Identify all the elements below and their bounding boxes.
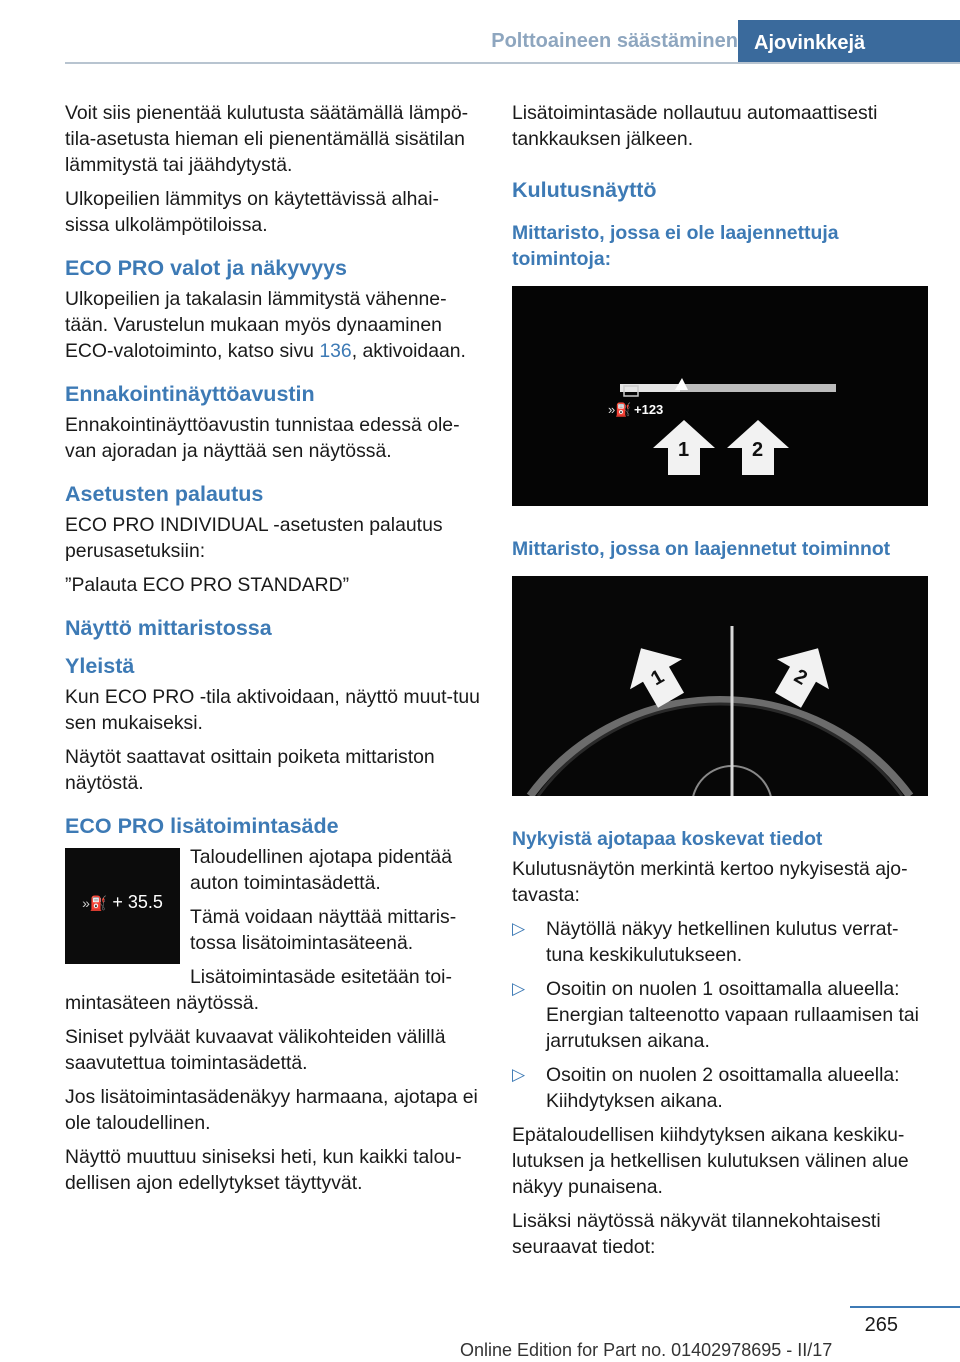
basic-cluster-graphic xyxy=(512,286,928,506)
heading-general: Yleistä xyxy=(65,654,135,678)
eco-bonus-value: + 35.5 xyxy=(112,892,163,912)
eco-bonus-range-image xyxy=(65,848,180,964)
paragraph: Lisätoimintasäde esitetään toi-mintasäteen näytössä. xyxy=(65,966,452,1014)
paragraph-eco-lights: Ulkopeilien ja takalasin lämmitystä vähenne-tään. Varustelun mukaan myös dynaaminen ECO-valotoiminto, katso sivu 136, aktivoidaan. xyxy=(65,288,466,362)
heading-eco-lights: ECO PRO valot ja näkyvyys xyxy=(65,256,348,280)
page-link[interactable]: 136 xyxy=(319,340,352,362)
list-item: ▷ Näytöllä näkyy hetkellinen kulutus verrat-tuna keskikulutukseen. xyxy=(512,918,899,966)
bullet-list xyxy=(512,916,927,1114)
paragraph: Lisätoimintasäde nollautuu automaattisesti tankkauksen jälkeen. xyxy=(512,102,878,150)
paragraph: ECO PRO INDIVIDUAL -asetusten palautus perusasetuksiin: xyxy=(65,514,443,562)
paragraph: Epätaloudellisen kiihdytyksen aikana keskiku-lutuksen ja hetkellisen kulutuksen välinen alue näkyy punaisena. xyxy=(512,1124,909,1198)
paragraph: Näytöt saattavat osittain poiketa mittariston näytöstä. xyxy=(65,746,435,794)
eco-bonus-readout xyxy=(65,892,180,913)
header-rule xyxy=(65,62,960,64)
arrow-2-label: 2 xyxy=(790,665,811,690)
fuel-pump-icon: »⛽ xyxy=(608,402,632,417)
paragraph: ”Palauta ECO PRO STANDARD” xyxy=(65,574,350,596)
basic-cluster-image xyxy=(512,286,928,506)
edition-note: Online Edition for Part no. 01402978695 - II/17 xyxy=(460,1340,833,1360)
heading-predictive-assist: Ennakointinäyttöavustin xyxy=(65,382,315,406)
left-column xyxy=(65,100,480,1204)
heading-basic-cluster: Mittaristo, jossa ei ole laajennettuja toimintoja: xyxy=(512,222,839,270)
right-column xyxy=(512,100,927,1268)
paragraph: Ulkopeilien lämmitys on käytettävissä alhai-sissa ulkolämpötiloissa. xyxy=(65,188,439,236)
paragraph: Ennakointinäyttöavustin tunnistaa edessä ole-van ajoradan ja näyttää sen näytössä. xyxy=(65,414,460,462)
heading-instrument-display: Näyttö mittaristossa xyxy=(65,616,272,640)
paragraph: Kulutusnäytön merkintä kertoo nykyisestä ajo-tavasta: xyxy=(512,858,908,906)
paragraph: Kun ECO PRO -tila aktivoidaan, näyttö muut-tuu sen mukaiseksi. xyxy=(65,686,480,734)
consumption-bar-fill xyxy=(620,384,680,392)
paragraph: Tämä voidaan näyttää mittaris-tossa lisätoimintasäteenä. xyxy=(190,906,457,954)
heading-current-driving-info: Nykyistä ajotapaa koskevat tiedot xyxy=(512,828,823,850)
gauge-inner-rim xyxy=(538,704,902,796)
arrow-2-label: 2 xyxy=(752,439,764,461)
paragraph: Jos lisätoimintasädenäkyy harmaana, ajotapa ei ole taloudellinen. xyxy=(65,1086,478,1134)
paragraph: Voit siis pienentää kulutusta säätämällä lämpö-tila-asetusta hieman eli pienentämällä sisätilan lämmitystä tai jäähdytystä. xyxy=(65,102,469,176)
triangle-bullet-icon: ▷ xyxy=(512,919,526,938)
paragraph: Siniset pylväät kuvaavat välikohteiden välillä saavutettua toimintasädettä. xyxy=(65,1026,446,1074)
arrow-1-label: 1 xyxy=(647,665,668,691)
paragraph: Taloudellinen ajotapa pidentää auton toimintasädettä. xyxy=(190,846,452,894)
basic-cluster-value: +123 xyxy=(634,402,664,417)
footer-rule xyxy=(850,1306,960,1308)
extended-cluster-image xyxy=(512,576,928,796)
heading-extended-cluster: Mittaristo, jossa on laajennetut toiminnot xyxy=(512,538,891,560)
extended-cluster-graphic xyxy=(512,576,928,796)
header-section-title: Polttoaineen säästäminen xyxy=(491,30,738,52)
header-chapter-tab: Ajovinkkejä xyxy=(738,20,960,64)
paragraph: Lisäksi näytössä näkyvät tilannekohtaisesti seuraavat tiedot: xyxy=(512,1210,881,1258)
heading-eco-bonus-range: ECO PRO lisätoimintasäde xyxy=(65,814,339,838)
list-item: ▷ Osoitin on nuolen 1 osoittamalla alueella: Energian talteenotto vapaan rullaamisen tai jarrutuksen aikana. xyxy=(512,978,919,1052)
page-number: 265 xyxy=(864,1314,898,1336)
fuel-pump-icon: »⛽ xyxy=(82,895,108,911)
triangle-bullet-icon: ▷ xyxy=(512,1065,526,1084)
triangle-bullet-icon: ▷ xyxy=(512,979,526,998)
heading-settings-reset: Asetusten palautus xyxy=(65,482,264,506)
paragraph: Näyttö muuttuu siniseksi heti, kun kaikki talou-dellisen ajon edellytykset täyttyvät. xyxy=(65,1146,462,1194)
list-item: ▷ Osoitin on nuolen 2 osoittamalla alueella: Kiihdytyksen aikana. xyxy=(512,1064,900,1112)
heading-consumption-display: Kulutusnäyttö xyxy=(512,178,657,202)
arrow-1-label: 1 xyxy=(678,439,690,461)
